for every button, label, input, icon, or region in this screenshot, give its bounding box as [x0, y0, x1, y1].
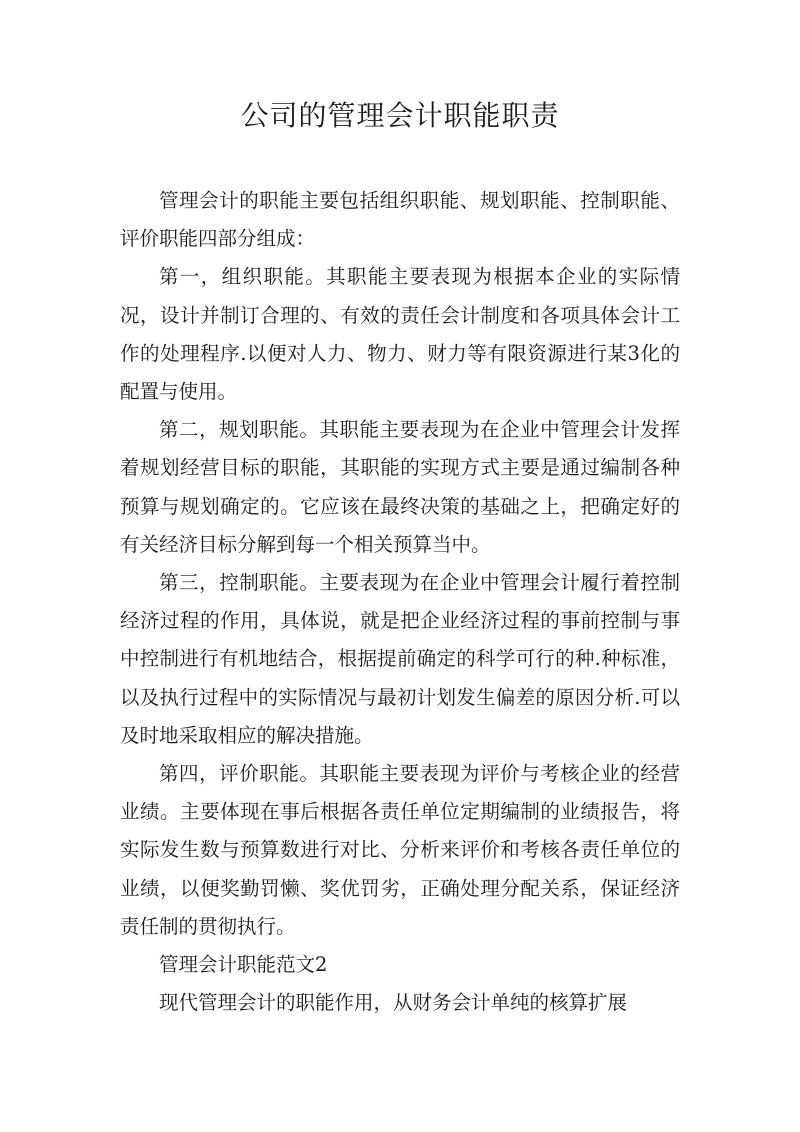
- document-body: [120, 182, 680, 1022]
- paragraph-organization-function: 第一，组织职能。其职能主要表现为根据本企业的实际情况，设计并制订合理的、有效的责任会计制度和各项具体会计工作的处理程序.以便对人力、物力、财力等有限资源进行某3化的配置与使用。: [120, 265, 680, 404]
- paragraph-evaluation-function: 第四，评价职能。其职能主要表现为评价与考核企业的经营业绩。主要体现在事后根据各责任单位定期编制的业绩报告，将实际发生数与预算数进行对比、分析来评价和考核各责任单位的业绩，以便奖勤罚懒、奖优罚劣，正确处理分配关系，保证经济责任制的贯彻执行。: [120, 762, 680, 938]
- paragraph-planning-function: 第二，规划职能。其职能主要表现为在企业中管理会计发挥着规划经营目标的职能，其职能的实现方式主要是通过编制各种预算与规划确定的。它应该在最终决策的基础之上，把确定好的有关经济目标分解到每一个相关预算当中。: [120, 418, 680, 556]
- paragraph-intro: 管理会计的职能主要包括组织职能、规划职能、控制职能、评价职能四部分组成：: [120, 189, 680, 251]
- paragraph-modern-management-accounting: 现代管理会计的职能作用，从财务会计单纯的核算扩展: [159, 991, 628, 1015]
- section-heading-sample-2: 管理会计职能范文2: [159, 953, 328, 977]
- paragraph-control-function: 第三，控制职能。主要表现为在企业中管理会计履行着控制经济过程的作用，具体说，就是把企业经济过程的事前控制与事中控制进行有机地结合，根据提前确定的科学可行的种.种标准，以及执行过程中的实际情况与最初计划发生偏差的原因分析.可以及时地采取相应的解决措施。: [120, 571, 680, 747]
- document-title: 公司的管理会计职能职责: [240, 99, 560, 132]
